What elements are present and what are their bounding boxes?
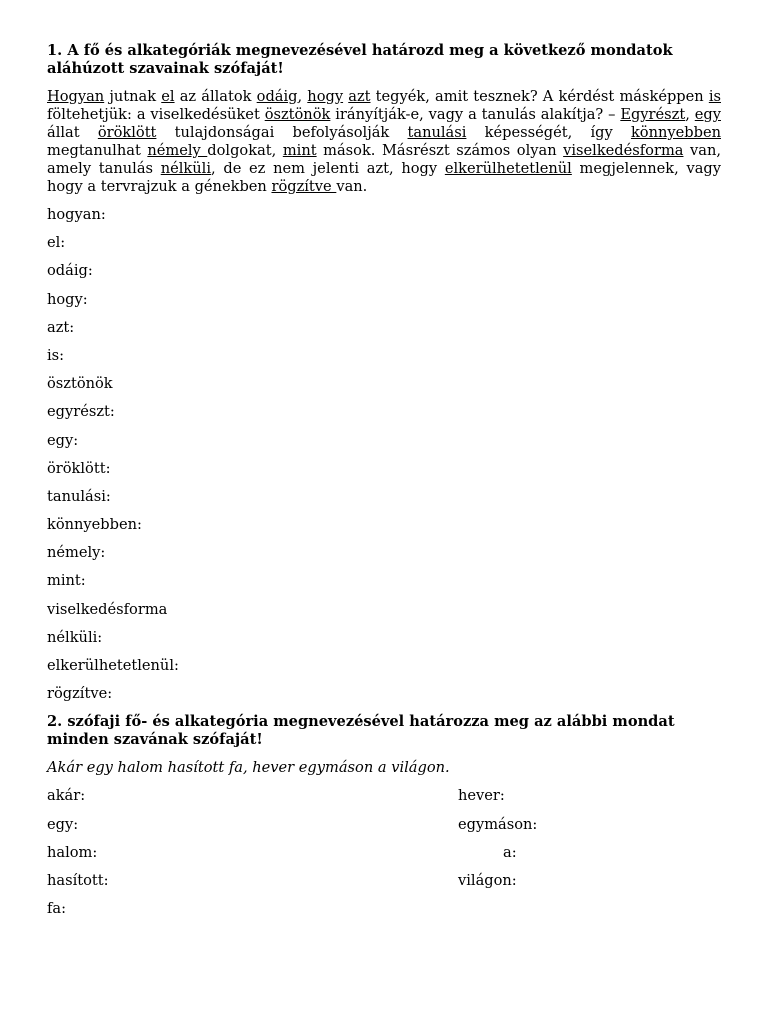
paragraph-text: megjelennek, vagy hogy a tervrajzuk a génekben	[47, 160, 721, 195]
underlined-word: odáig	[256, 88, 298, 105]
paragraph-text: ,	[297, 88, 308, 105]
task2-word: a:	[503, 843, 517, 861]
word-answer-line: elkerülhetetlenül:	[47, 657, 179, 674]
word-answer-line: azt:	[47, 318, 75, 336]
underlined-word: könnyebben	[630, 124, 721, 141]
paragraph-text: van, amely tanulás	[47, 142, 721, 177]
underlined-word: rögzítve	[271, 178, 337, 195]
task2-sentence: Akár egy halom hasított fa, hever egymáson a világon.	[47, 759, 450, 777]
word-answer-line: könnyebben:	[47, 516, 142, 534]
word-answer-line: némely:	[47, 544, 106, 562]
word-answer-line: ösztönök	[47, 375, 113, 393]
underlined-word: viselkedésforma	[563, 142, 684, 159]
word-answer-line: rögzítve:	[47, 685, 113, 703]
task2-row	[47, 900, 721, 928]
underlined-word: némely	[147, 142, 208, 159]
task2-word: egymáson:	[458, 815, 538, 833]
paragraph-text: ,	[685, 106, 695, 123]
word-answer-line: nélküli:	[47, 628, 103, 646]
task2-word: akár:	[47, 787, 86, 805]
word-answer-line: is:	[47, 346, 65, 364]
underlined-word: el	[161, 88, 175, 105]
paragraph-text: irányítják-e, vagy a tanulás alakítja? –	[330, 106, 621, 123]
task1-word-list	[47, 206, 721, 713]
paragraph-text: tegyék, amit tesznek? A kérdést másképpen	[370, 88, 709, 105]
word-answer-line: mint:	[47, 572, 86, 590]
underlined-word: ösztönök	[264, 106, 331, 123]
underlined-word: mint	[282, 142, 317, 159]
underlined-word: azt	[348, 88, 371, 105]
word-answer-line: viselkedésforma	[47, 600, 168, 618]
underlined-word: Hogyan	[47, 88, 105, 105]
task2-row	[47, 872, 721, 900]
underlined-word: elkerülhetetlenül	[444, 160, 572, 177]
underlined-word: Egyrészt	[620, 106, 686, 123]
underlined-word: hogy	[307, 88, 344, 105]
paragraph-text: jutnak	[104, 88, 162, 105]
paragraph-text: föltehetjük: a viselkedésüket	[47, 106, 265, 123]
underlined-word: egy	[694, 106, 721, 123]
paragraph-text: dolgokat,	[207, 142, 283, 159]
task2-word: hever:	[458, 787, 505, 805]
task2-word: fa:	[47, 900, 67, 918]
task2-word: egy:	[47, 815, 79, 833]
word-answer-line: tanulási:	[47, 487, 111, 505]
task2-word: hasított:	[47, 871, 109, 889]
task1-paragraph	[47, 88, 721, 196]
paragraph-text: , de ez nem jelenti azt, hogy	[211, 160, 445, 177]
task2-title: 2. szófaji fő- és alkategória megnevezésével határozza meg az alábbi mondat minden szavának szófaját!	[47, 713, 675, 749]
paragraph-text: megtanulhat	[47, 142, 148, 159]
paragraph-text: mások. Másrészt számos olyan	[316, 142, 564, 159]
task2-word: halom:	[47, 843, 98, 861]
underlined-word: öröklött	[97, 124, 157, 141]
word-answer-line: odáig:	[47, 262, 93, 280]
paragraph-text: az állatok	[174, 88, 257, 105]
paragraph-text: tulajdonságai befolyásolják	[156, 124, 408, 141]
word-answer-line: hogy:	[47, 290, 88, 308]
paragraph-text: van.	[336, 178, 368, 195]
underlined-word: tanulási	[407, 124, 467, 141]
paragraph-text: állat	[47, 124, 98, 141]
task2-word: világon:	[458, 871, 517, 889]
word-answer-line: egyrészt:	[47, 403, 115, 421]
word-answer-line: el:	[47, 234, 66, 252]
task2-row	[47, 816, 721, 844]
word-answer-line: hogyan:	[47, 206, 106, 223]
task2-row	[47, 787, 721, 815]
task1-title: 1. A fő és alkategóriák megnevezésével határozd meg a következő mondatok aláhúzott szavainak szófaját!	[47, 42, 673, 77]
word-answer-line: egy:	[47, 431, 79, 449]
underlined-word: is	[708, 88, 721, 105]
underlined-word: nélküli	[160, 160, 212, 177]
task2-row	[47, 844, 721, 872]
paragraph-text: képességét, így	[466, 124, 631, 141]
worksheet	[47, 42, 721, 928]
word-answer-line: öröklött:	[47, 459, 111, 477]
